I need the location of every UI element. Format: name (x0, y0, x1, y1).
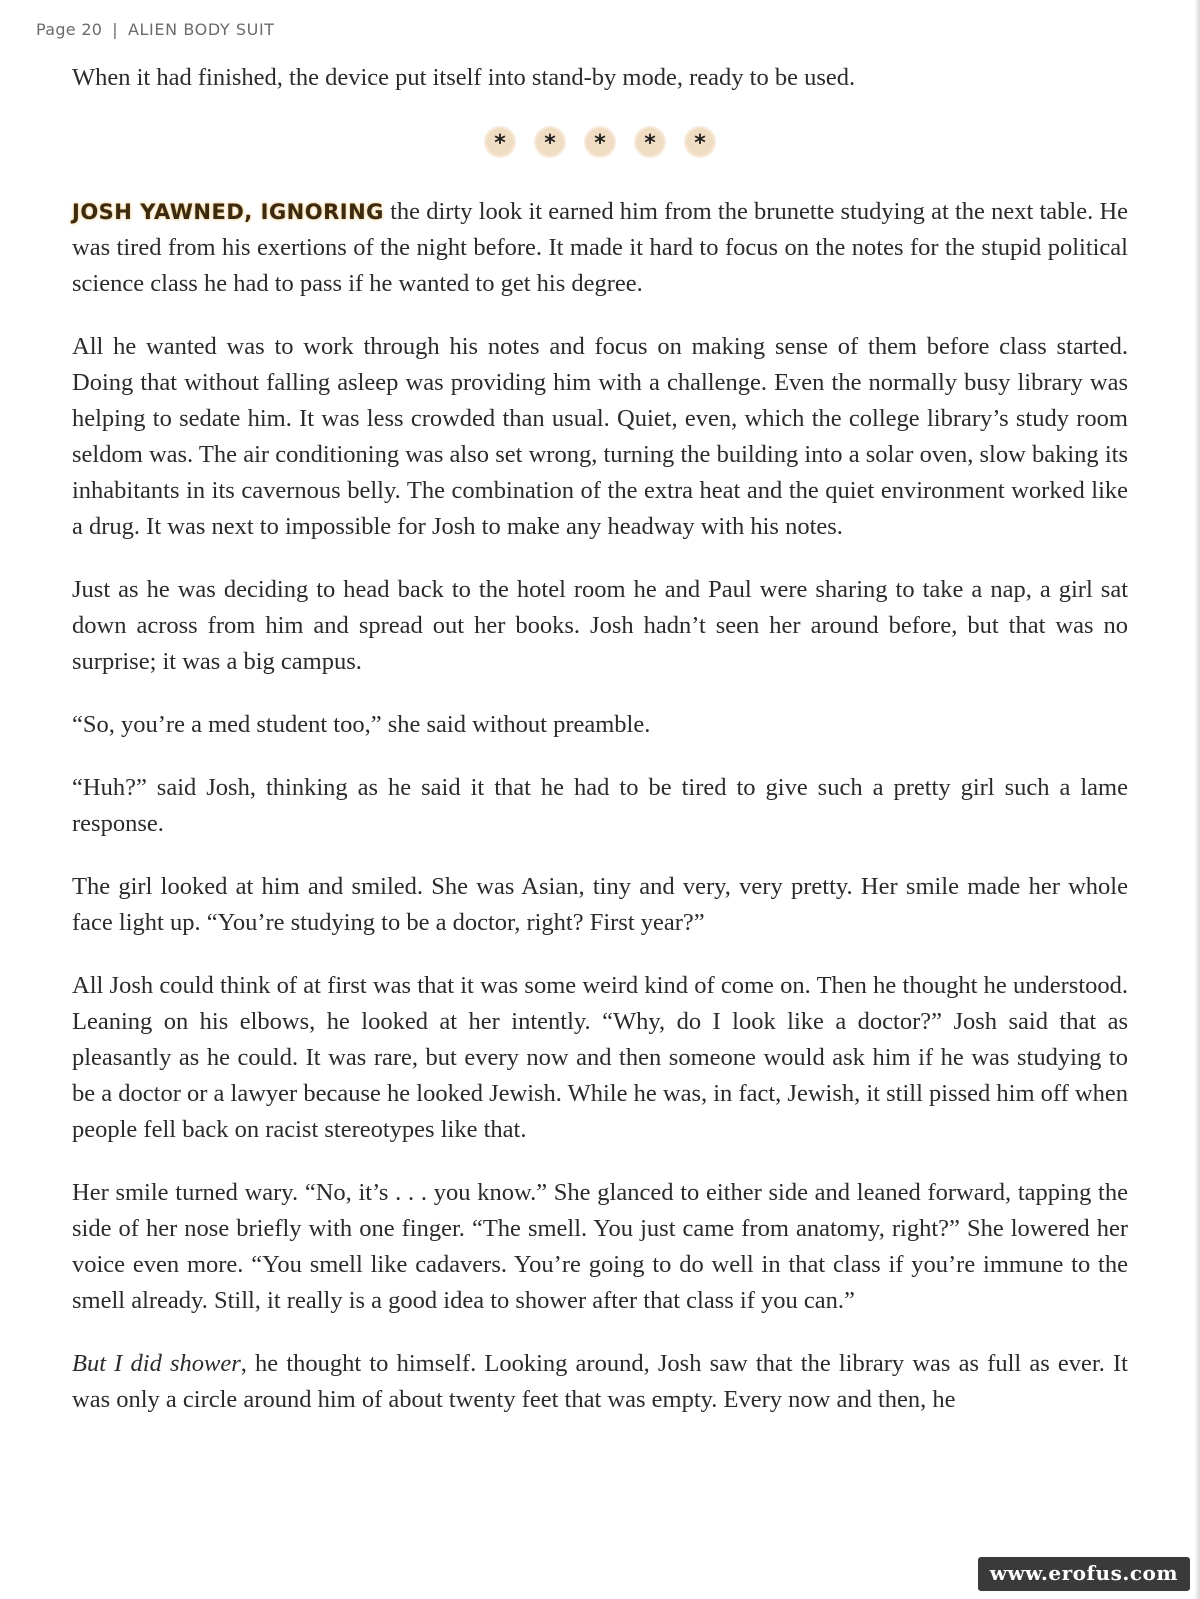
page-number: Page 20 (36, 20, 103, 39)
running-header (36, 20, 275, 39)
paragraph-9-text: , he thought to himself. Looking around, Josh saw that the library was as full as ever. It was only a circle around him of about twenty feet that was empty. Every now and then, he (72, 1350, 1128, 1413)
chapter-body (72, 60, 1128, 1445)
paragraph-1 (72, 194, 1128, 302)
opening-line: When it had finished, the device put itself into stand-by mode, ready to be used. (72, 64, 856, 91)
paragraph-9-italic: But I did shower (72, 1350, 241, 1377)
paragraph-4: “So, you’re a med student too,” she said without preamble. (72, 711, 651, 738)
paragraph-7: All Josh could think of at first was that it was some weird kind of come on. Then he thought he understood. Leaning on his elbows, he looked at her intently. “Why, do I look like a doctor?” Josh said that as pleasantly as he could. It was rare, but every now and then someone would ask him if he was studying to be a doctor or a lawyer because he looked Jewish. While he was, in fact, Jewish, it still pissed him off when people fell back on racist stereotypes like that. (72, 972, 1128, 1143)
watermark-badge[interactable]: www.erofus.com (978, 1557, 1190, 1591)
paragraph-9 (72, 1346, 1128, 1418)
scene-break-asterisk-icon: * (486, 128, 514, 156)
paragraph-5: “Huh?” said Josh, thinking as he said it that he had to be tired to give such a pretty girl such a lame response. (72, 774, 1128, 837)
page-edge-shadow (1194, 0, 1200, 1599)
paragraph-2: All he wanted was to work through his notes and focus on making sense of them before class started. Doing that without falling asleep was providing him with a challenge. Even the normally busy library was helping to sedate him. It was less crowded than usual. Quiet, even, which the college library’s study room seldom was. The air conditioning was also set wrong, turning the building into a solar oven, slow baking its inhabitants in its cavernous belly. The combination of the extra heat and the quiet environment worked like a drug. It was next to impossible for Josh to make any headway with his notes. (72, 333, 1128, 540)
paragraph-3: Just as he was deciding to head back to the hotel room he and Paul were sharing to take a nap, a girl sat down across from him and spread out her books. Josh hadn’t seen her around before, but that was no surprise; it was a big campus. (72, 576, 1128, 675)
scene-break-asterisk-icon: * (686, 128, 714, 156)
scene-break (72, 128, 1128, 156)
scene-break-asterisk-icon: * (586, 128, 614, 156)
paragraph-1-text: the dirty look it earned him from the brunette studying at the next table. He was tired from his exertions of the night before. It made it hard to focus on the notes for the stupid political science class he had to pass if he wanted to get his degree. (72, 198, 1129, 297)
paragraph-6: The girl looked at him and smiled. She was Asian, tiny and very, very pretty. Her smile made her whole face light up. “You’re studying to be a doctor, right? First year?” (72, 873, 1128, 936)
lead-in-text: JOSH YAWNED, IGNORING (72, 200, 384, 224)
paragraph-8: Her smile turned wary. “No, it’s . . . you know.” She glanced to either side and leaned forward, tapping the side of her nose briefly with one finger. “The smell. You just came from anatomy, right?” She lowered her voice even more. “You smell like cadavers. You’re going to do well in that class if you’re immune to the smell already. Still, it really is a good idea to shower after that class if you can.” (72, 1179, 1128, 1314)
header-separator: | (112, 20, 118, 39)
scene-break-asterisk-icon: * (536, 128, 564, 156)
book-title: ALIEN BODY SUIT (127, 20, 275, 39)
scene-break-asterisk-icon: * (636, 128, 664, 156)
